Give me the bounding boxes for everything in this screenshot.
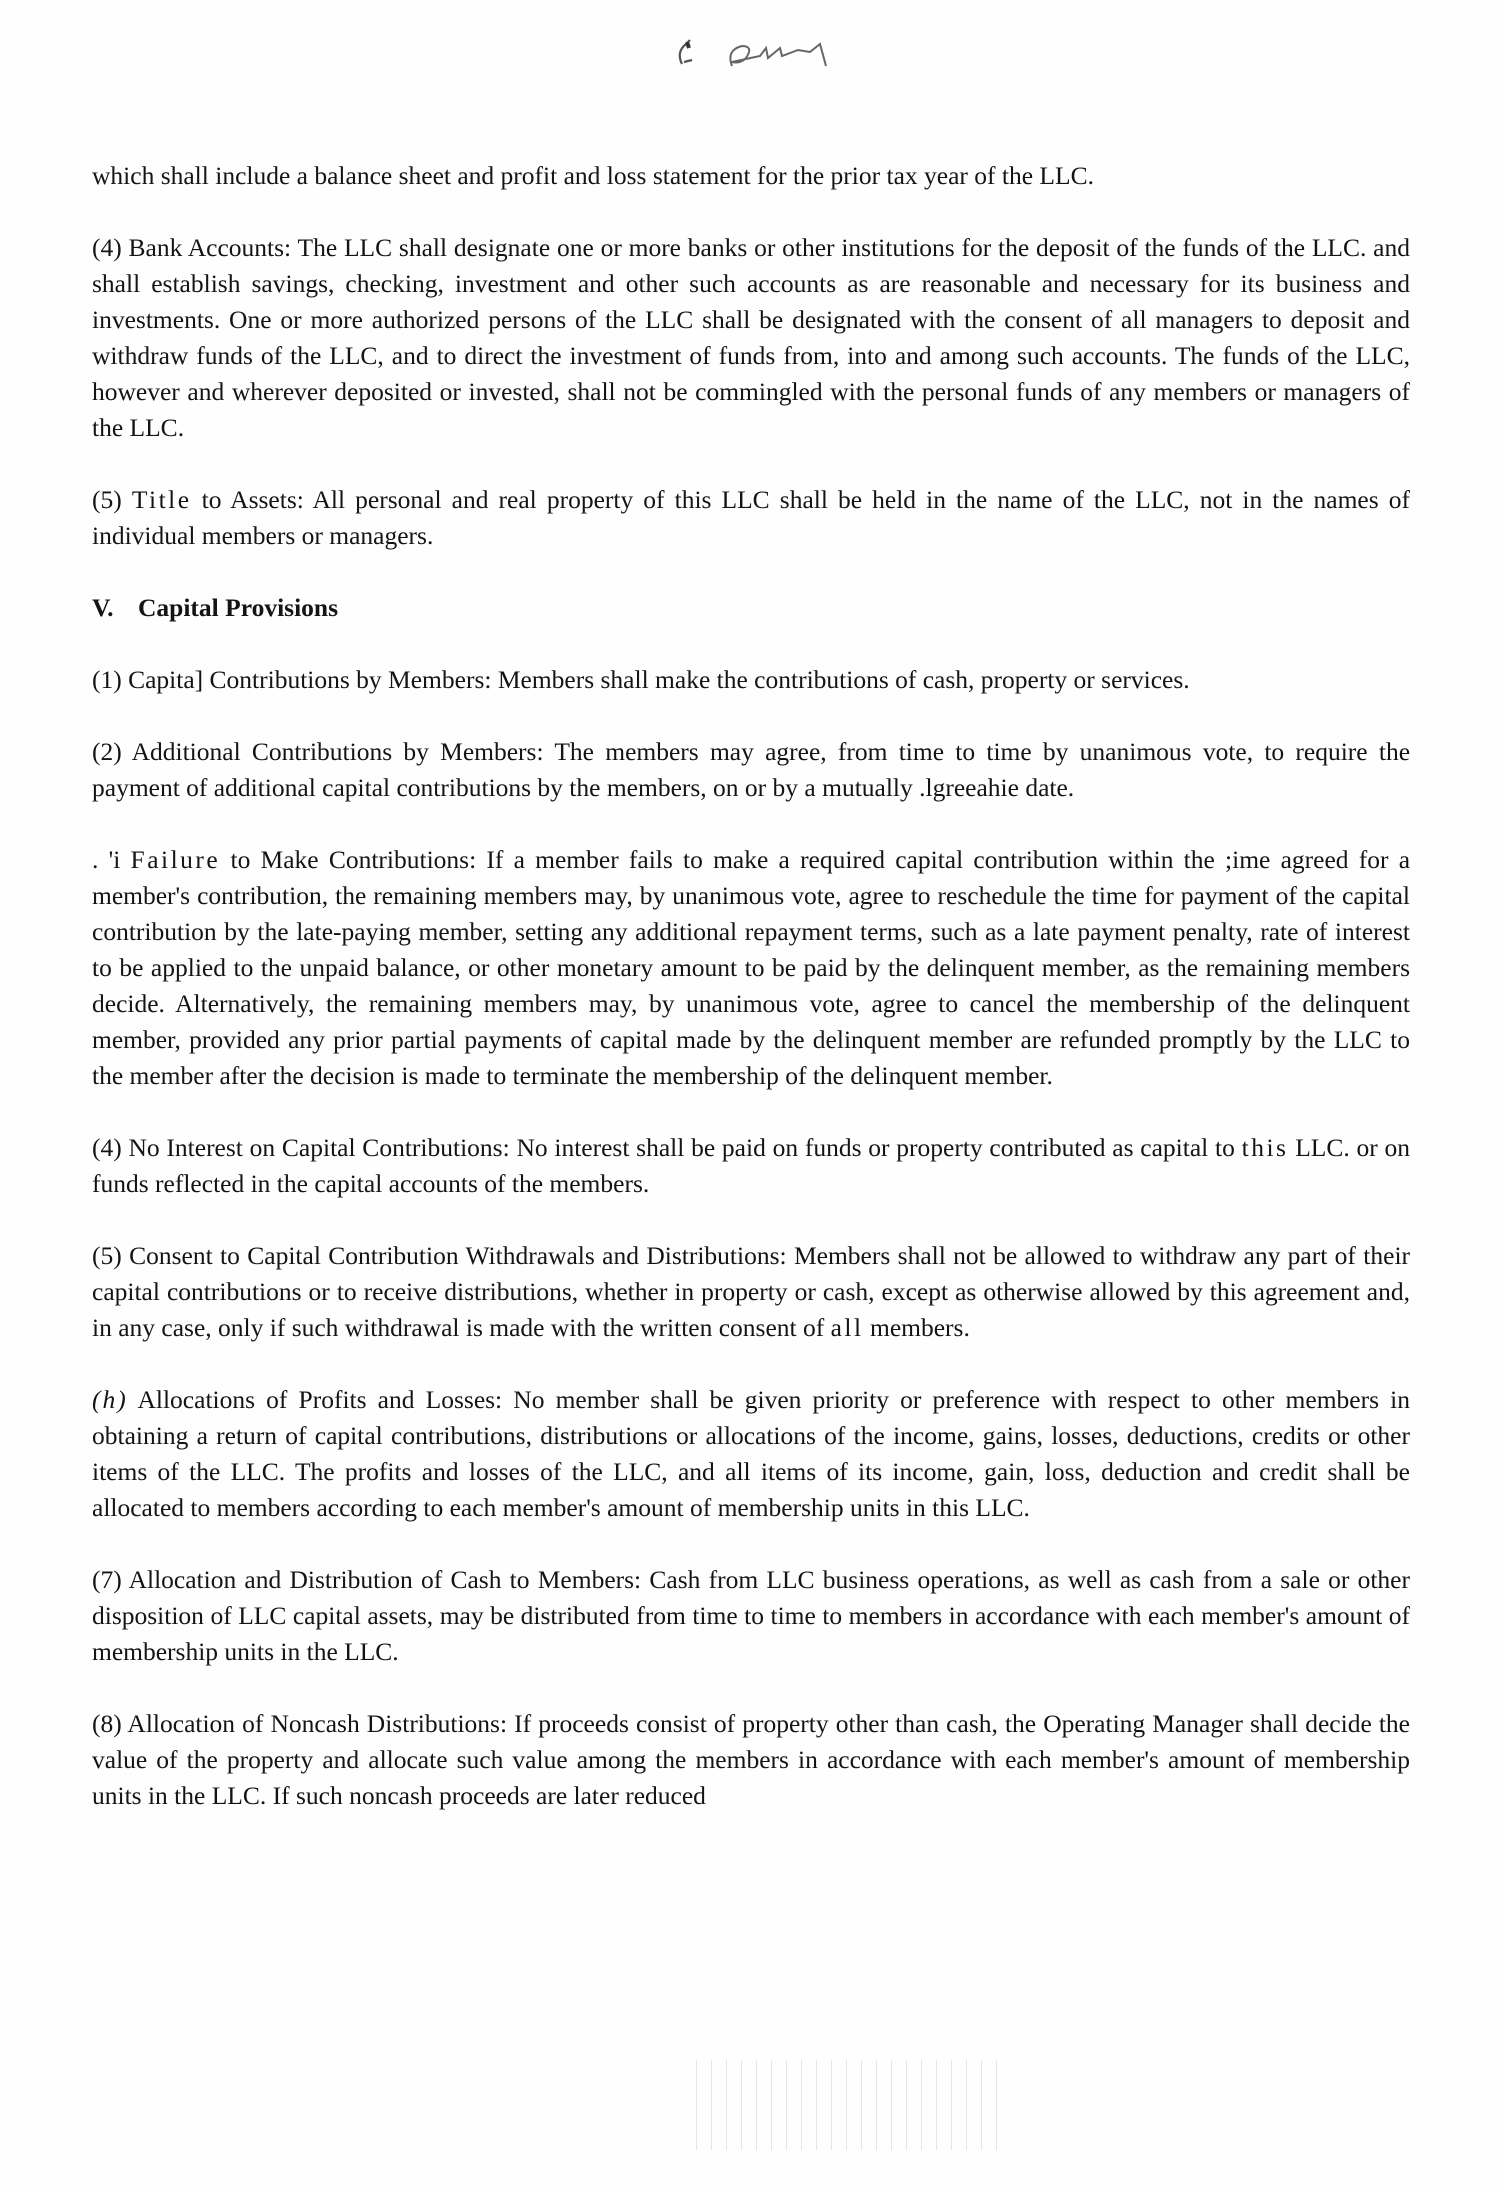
section-additional-contributions [92, 734, 1410, 806]
section-title: Bank Accounts: [128, 233, 292, 262]
section-number: (1) [92, 665, 122, 694]
section-title: to Make Contributions: [230, 845, 477, 874]
section-consent-withdrawals [92, 1238, 1410, 1346]
section-number: (2) [92, 737, 122, 766]
section-body: members. [869, 1313, 970, 1342]
section-title-spaced: Title [131, 485, 192, 514]
section-title: Additional Contributions by Members: [131, 737, 544, 766]
section-title: Allocation and Distribution of Cash to Members: [128, 1565, 642, 1594]
section-body: Cash from LLC business operations, as well as cash from a sale or other disposition of LLC capital assets, may be distributed from time to time to members in accordance with each member's amount of membership units in the LLC. [92, 1565, 1410, 1666]
section-allocation-distribution-cash [92, 1562, 1410, 1670]
section-body: If a member fails to make a required capital contribution within the ;ime agreed for a member's contribution, the remaining members may, by unanimous vote, agree to reschedule the time for payment of the capital contribution by the late-paying member, setting any additional repayment terms, such as a late payment penalty, rate of interest to be applied to the unpaid balance, or other monetary amount to be paid by the delinquent member, as the remaining members decide. Alternatively, the remaining members may, by unanimous vote, agree to cancel the membership of the delinquent member, provided any prior partial payments of capital made by the delinquent member are refunded promptly by the LLC to the member after the decision is made to terminate the membership of the delinquent member. [92, 845, 1411, 1090]
section-title: Allocations of Profits and Losses: [137, 1385, 503, 1414]
section-body: LLC. or on funds reflected in the capital accounts of the members. [92, 1133, 1411, 1198]
article-number: V. [92, 593, 114, 622]
section-allocation-noncash [92, 1706, 1410, 1814]
section-title-spaced: Failure [130, 845, 221, 874]
section-body-spaced: all [830, 1313, 864, 1342]
scan-artifact [690, 2060, 1010, 2150]
section-number: (4) [92, 233, 122, 262]
section-body: If proceeds consist of property other than cash, the Operating Manager shall decide the value of the property and allocate such value among the members in accordance with each member's amount of membership units in the LLC. If such noncash proceeds are later reduced [92, 1709, 1411, 1810]
section-body: No member shall be given priority or preference with respect to other members in obtaining a return of capital contributions, distributions or allocations of the income, gains, losses, deductions, credits or other items of the LLC. The profits and losses of the LLC, and all items of its income, gain, loss, deduction and credit shall be allocated to members according to each member's amount of membership units in this LLC. [92, 1385, 1410, 1522]
document-body [92, 158, 1410, 1850]
handwritten-annotation [670, 22, 870, 72]
section-number: (h) [92, 1385, 128, 1414]
section-body: The members may agree, from time to time by unanimous vote, to require the payment of additional capital contributions by the members, on or by a mutually .lgreeahie date. [92, 737, 1411, 802]
article-heading [92, 590, 1410, 626]
section-body-spaced: this [1241, 1133, 1289, 1162]
article-title: Capital Provisions [138, 593, 339, 622]
section-capital-contributions [92, 662, 1410, 698]
section-title: No Interest on Capital Contributions: [128, 1133, 510, 1162]
section-title: to Assets: [201, 485, 304, 514]
section-title: Consent to Capital Contribution Withdrawals and Distributions: [129, 1241, 787, 1270]
section-body: No interest shall be paid on funds or property contributed as capital to [516, 1133, 1235, 1162]
section-title: Capita] Contributions by Members: [128, 665, 492, 694]
section-failure-to-make-contributions [92, 842, 1410, 1094]
handwriting-scribble-icon [670, 22, 870, 72]
section-body: Members shall make the contributions of cash, property or services. [497, 665, 1190, 694]
section-body: The LLC shall designate one or more banks or other institutions for the deposit of the funds of the LLC. and shall establish savings, checking, investment and other such accounts as are reasonable and necessary for its business and investments. One or more authorized persons of the LLC shall be designated with the consent of all managers to deposit and withdraw funds of the LLC, and to direct the investment of funds from, into and among such accounts. The funds of the LLC, however and wherever deposited or invested, shall not be commingled with the personal funds of any members or managers of the LLC. [92, 233, 1410, 442]
section-bank-accounts [92, 230, 1410, 446]
section-number: (4) [92, 1133, 122, 1162]
section-title: Allocation of Noncash Distributions: [127, 1709, 508, 1738]
section-body: All personal and real property of this LLC shall be held in the name of the LLC, not in the names of individual members or managers. [92, 485, 1410, 550]
section-allocations-profits-losses [92, 1382, 1410, 1526]
intro-line: which shall include a balance sheet and profit and loss statement for the prior tax year of the LLC. [92, 161, 1094, 190]
section-number: (8) [92, 1709, 122, 1738]
section-number: . 'i [92, 845, 121, 874]
section-body: Members shall not be allowed to withdraw any part of their capital contributions or to receive distributions, whether in property or cash, except as otherwise allowed by this agreement and, in any case, only if such withdrawal is made with the written consent of [92, 1241, 1411, 1342]
section-title-to-assets [92, 482, 1410, 554]
section-number: (5) [92, 485, 122, 514]
section-number: (5) [92, 1241, 122, 1270]
section-no-interest [92, 1130, 1410, 1202]
section-number: (7) [92, 1565, 122, 1594]
